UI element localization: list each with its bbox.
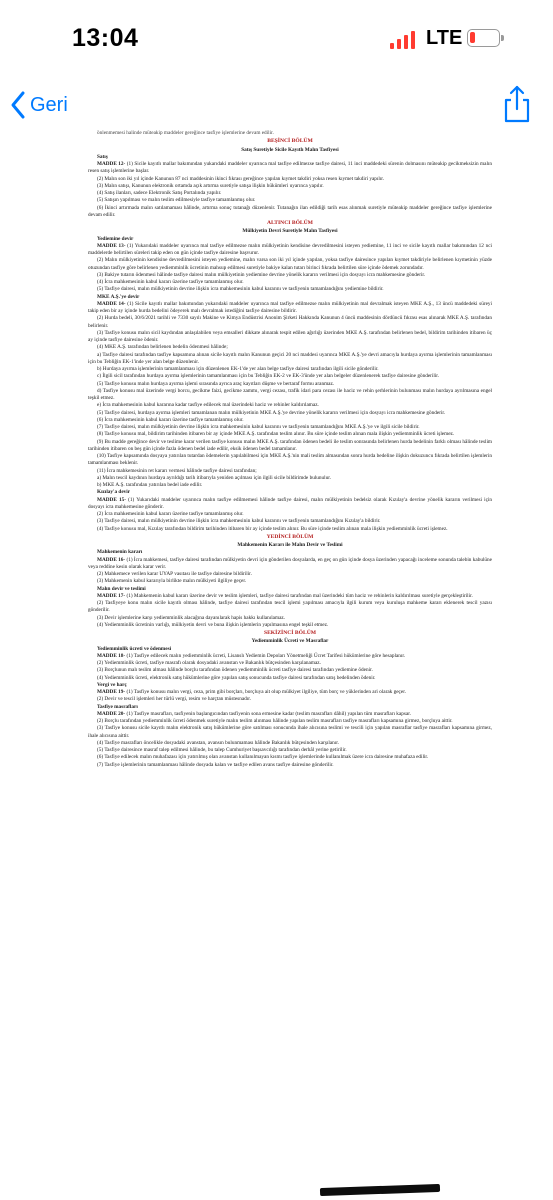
chapter-title: Yediemminlik Ücreti ve Masraflar: [251, 638, 329, 645]
paragraph: (4) Satış ilanları, sadece Elektronik Satış Portalında yapılır.: [97, 190, 222, 196]
pdf-document-view[interactable]: [0, 130, 553, 1200]
section-heading: Tasfiye masrafları: [97, 703, 138, 710]
share-icon: [502, 84, 532, 124]
chapter-heading: SEKİZİNCİ BÖLÜM: [263, 630, 317, 636]
paragraph: (3) Borçlunun malı teslim alması hâlinde borçlu tarafından ödenen yediemminlik ücreti tasfiye dairesi tarafından yedieminе ödenir.: [97, 667, 373, 674]
section-heading: Vergi ve harç: [97, 681, 127, 688]
back-button[interactable]: [10, 86, 68, 124]
back-label: Geri: [30, 93, 68, 116]
paragraph: (4) Tasfiye masrafları öncelikle dosyadaki avanstan, avansın bulunmaması hâlinde Bakanlık bütçesinden karşılanır.: [97, 739, 339, 746]
paragraph: (2) Devir ve tescil işlemleri her türlü vergi, resim ve harçtan müstesnadır.: [97, 696, 252, 703]
paragraph: (3) Tasfiye konusu sicile kayıtlı malın elektronik satış hükümlerine göre satılması sonucunda ihale alıcısına teslimi ve tescili için yapılan masraflar tasfiye masrafları kapsamına girmez, ihale alıcısına aittir.: [88, 725, 492, 739]
battery-icon: [467, 29, 500, 47]
chevron-left-icon: [10, 91, 26, 119]
paragraph: (2) Hurda bedeli, 30/6/2021 tarihli ve 7330 sayılı Makine ve Kimya Endüstrisi Anonim Şirketi Hakkında Kanunun 4 üncü maddesinin dördüncü fıkrası esas alınarak MKE A.Ş. tarafından belirlenir.: [88, 315, 492, 329]
paragraph: (6) İcra mahkemesinin kabul kararı üzerine tasfiye tamamlanmış olur.: [97, 416, 244, 423]
paragraph: (5) Tasfiye dairesi, malın mülkiyetinin devrine ilişkin icra mahkemesinin kabul kararını ve tasfiyenin tamamlandığını yedieminе bildirir.: [97, 286, 384, 293]
paragraph: (2) Malın mülkiyetinin kendisine devredilmesini isteyen yedieminе, malın varsa son iki yıl içinde yapılan, yoksa tasfiye dairesince yapılan kıymet takdiriyle belirlenen kıymetinin yüzde otuzundan tasfiye göre belirlenen yediemminlik ücretinin mahsup edilmesi suretiyle bakiye kalan tutarı birinci fıkrada belirtilen süre içinde ödemek zorundadır.: [88, 257, 492, 271]
paragraph: (7) Tasfiye işlemlerinin tamamlanması hâlinde dosyada kalan ve tasfiye edilen avans tasfiye dairesine gönderilir.: [97, 761, 334, 768]
chapter-heading: YEDİNCİ BÖLÜM: [266, 533, 314, 540]
network-type: LTE: [426, 27, 463, 49]
section-heading: Yedieminе devir: [97, 235, 134, 242]
chapter-heading: ALTINCI BÖLÜM: [267, 220, 313, 226]
paragraph: c) İlgili sicil tarafından hurdaya ayırma işlemlerinin tamamlanması için bu Tebliğin EK-2 ve EK-3'ünde yer alan belgeler düzenlenerek tasfiye dairesine gönderilir.: [97, 373, 440, 380]
paragraph: b) MKE A.Ş. tarafından yatırılan bedel iade edilir.: [97, 482, 203, 488]
paragraph: (4) Yediemminlik ücreti, elektronik satış hükümlerine göre yapılan satış sonucunda tasfiye dairesi tarafından satış bedelinden ödenir.: [97, 674, 376, 681]
navigation-bar: [0, 78, 553, 134]
status-time: 13:04: [72, 24, 139, 52]
paragraph: (11) İcra mahkemesinin ret kararı vermesi hâlinde tasfiye dairesi tarafından;: [97, 467, 257, 474]
paragraph: MADDE 13- (1) Yukarıdaki maddeler uyarınca mal tasfiye edilmezse malın mülkiyetinin kendisine devredilmesini isteyen yedieminе, 11 inci ve sicile kayıtlı mallar bakımından 12 nci maddelerde belirtilen süreleri takip eden on gün içinde tasfiye dairesine başvurur.: [88, 242, 492, 256]
paragraph: MADDE 14- (1) Sicile kayıtlı mallar bakımından yukarıdaki maddeler uyarınca mal tasfiye edilmezse malın mülkiyetinin mal devralmak isteyen MKE A.Ş., 13 üncü maddedeki süreyi takip eden bir ay içinde hurda bedelini ödeyerek malı devralmak istediğini tasfiye dairesine bildirir.: [88, 300, 492, 314]
status-bar: [0, 0, 553, 78]
paragraph: MADDE 18- (1) Tasfiye edilecek malın yediemminlik ücreti, Lisanslı Yediemin Depoları Yönetmeliği Ücret Tarifesi hükümlerine göre hesaplanır.: [97, 652, 406, 659]
paragraph: (3) Malın satışı, Kanunun elektronik ortamda açık artırma suretiyle satışa ilişkin hükümleri uyarınca yapılır.: [97, 182, 324, 189]
paragraph: (3) Tasfiye dairesi, malın mülkiyetinin devrine ilişkin icra mahkemesinin kabul kararını ve tasfiyenin tamamlandığını Kızılay'a bildirir.: [97, 518, 381, 525]
paragraph: (5) Satışın yapılması ve malın teslim edilmesiyle tasfiye tamamlanmış olur.: [97, 197, 256, 204]
paragraph: (2) Borçlu tarafından yediemminlik ücreti ödenmek suretiyle malın teslim alınması hâlinde yapılan teslim masrafları tasfiye masrafları kapsamına girmez, borçluya aittir.: [97, 718, 453, 724]
paragraph: (6) Tasfiye edilecek malın muhafazası için yatırılmış olan avanstan kullanılmayan kısmı tasfiye işlemlerinde kullanılmak üzere icra dairesine muhafaza edilir.: [97, 754, 429, 761]
section-heading: Malın devir ve teslimi: [97, 585, 146, 592]
paragraph: d) Tasfiye konusu mal üzerinde vergi borcu, gecikme faizi, gecikme zammı, vergi cezası, trafik idari para cezası ile haciz ve rehin şerhlerinin bulunması malın hurdaya ayrılmasına engel teşkil etmez.: [88, 387, 492, 401]
paragraph: (5) Tasfiye dairesi, hurdaya ayırma işlemleri tamamlanan malın mülkiyetinin MKE A.Ş.'ye devrine yönelik kararın verilmesi için dosyayı icra mahkemesine gönderir.: [97, 409, 446, 416]
paragraph: b) Hurdaya ayırma işlemlerinin tamamlanması için düzenlenen EK-1'de yer alan belge tasfiye dairesi tarafından ilgili sicile gönderilir.: [97, 366, 379, 372]
paragraph: (2) Mahkemece verilen karar UYAP vasıtası ile tasfiye dairesine bildirilir.: [97, 571, 252, 577]
paragraph: (3) Mahkemenin kabul kararıyla birlikte malın mülkiyeti ilgiliye geçer.: [97, 578, 247, 585]
document-page: [88, 130, 492, 769]
paragraph: MADDE 12- (1) Sicile kayıtlı mallar bakımından yukarıdaki maddeler uyarınca mal tasfiye edilmezse tasfiye dairesi, 11 inci maddedeki sürenin dolmasını müteakip gecikmeksizin malın resen satış işlemlerine başlar.: [88, 161, 492, 175]
paragraph: (4) MKE A.Ş. tarafından belirlenen bedelin ödenmesi hâlinde;: [97, 344, 228, 351]
section-heading: Satış: [97, 153, 108, 160]
paragraph: MADDE 19- (1) Tasfiye konusu malın vergi, ceza, prim gibi borçları, borçluya ait olup mülkiyet ilgiliye, tüm borç ve yüklerinden ari olarak geçer.: [97, 689, 406, 695]
section-heading: Yediemminlik ücreti ve ödenmesi: [97, 645, 172, 652]
paragraph: (2) Yediemminlik ücreti, tasfiye masrafı olarak dosyadaki avanstan ve Bakanlık bütçesinden karşılanamaz.: [97, 660, 321, 666]
paragraph: önlenmemesi halinde müteakip maddeler gereğince tasfiye işlemlerine devam edilir.: [97, 130, 274, 136]
paragraph: MADDE 17- (1) Mahkemenin kabul kararı üzerine devir ve teslim işlemleri, tasfiye dairesi tarafından mal üzerindeki tüm haciz ve rehinlerin kaldırılması suretiyle gerçekleştirilir.: [97, 592, 473, 599]
paragraph: (4) Tasfiye konusu mal, Kızılay tarafından bildirim tarihinden itibaren bir ay içinde teslim alınır. Bu süre içinde teslim alınan mala ilişkin yediemminlik ücreti işlemez.: [97, 525, 448, 532]
paragraph: (3) Bakiye tutarın ödenmesi hâlinde tasfiye dairesi malın mülkiyetinin yedieminе devrine yönelik kararın verilmesi için dosyayı icra mahkemesine gönderir.: [97, 271, 426, 278]
section-heading: Kızılay'a devir: [97, 489, 131, 496]
paragraph: a) Malın tescil kaydının hurdaya ayrıldığı tarih itibarıyla yeniden açılması için ilgili sicile bildirimde bulunulur.: [97, 474, 332, 481]
paragraph: MADDE 15- (1) Yukarıdaki maddeler uyarınca malın tasfiye edilmemesi hâlinde tasfiye dairesi, malın mülkiyetinin bedelsiz olarak Kızılay'a devrine yönelik kararın verilmesi için dosyayı icra mahkemesine gönderir.: [88, 496, 492, 510]
share-button[interactable]: [502, 84, 532, 124]
paragraph: (2) İcra mahkemesinin kabul kararı üzerine tasfiye tamamlanmış olur.: [97, 511, 244, 517]
chapter-heading: BEŞİNCİ BÖLÜM: [267, 138, 313, 145]
paragraph: MADDE 20- (1) Tasfiye masrafları, tasfiyenin başlangıcından tasfiyenin sona ermesine kadar (teslim masrafları dâhil) yapılan tüm masrafları kapsar.: [97, 710, 412, 717]
paragraph: (4) Yediemminlik ücretinin varlığı, mülkiyetin devri ve buna ilişkin işlemlerin yapılmasına engel teşkil etmez.: [97, 621, 329, 628]
paragraph: (2) Malın son iki yıl içinde Kanunun 87 nci maddesinin ikinci fıkrası gereğince yapılan kıymet takdiri yoksa resen kıymet takdiri yapılır.: [97, 175, 385, 182]
paragraph: (9) Bu madde gereğince devir ve teslime karar verilen tasfiye konusu malın MKE A.Ş. tarafından ödenen bedeli ile teslim sonrasında belirlenen hurda bedelinin farklı olması hâlinde teslim tarihinden itibaren on beş gün içinde fazla ödenen bedel iade edilir, eksik ödenen bedel tamamlanır.: [88, 438, 492, 452]
paragraph: (2) Tasfiyeye konu malın sicile kayıtlı olması hâlinde, tasfiye dairesi tarafından tescil işlemi yapılması amacıyla ilgili kurum veya kuruluşa mahkeme kararı eklenerek tescil yazısı gönderilir.: [88, 600, 492, 614]
paragraph: a) Tasfiye dairesi tarafından tasfiye kapsamına alınan sicile kayıtlı malın Kanunun geçici 20 nci maddesi uyarınca MKE A.Ş.'ye devri amacıyla hurdaya ayırma işlemlerinin tamamlanması için bu Tebliğin EK-1'inde yer alan belge düzenlenir.: [88, 351, 492, 365]
paragraph: (3) Tasfiye konusu malın sicil kaydından anlaşılabilen veya emsalleri dikkate alınarak tespit edilen ağırlığı üzerinden MKE A.Ş. tarafından belirlenen bedel, bildirim tarihinden itibaren üç ay içinde tasfiye dairesine ödenir.: [88, 329, 492, 343]
paragraph: (8) Tasfiye konusu mal, bildirim tarihinden itibaren bir ay içinde MKE A.Ş. tarafından teslim alınır. Bu süre içinde teslim alınan mala ilişkin yediemminlik ücreti işlemez.: [97, 431, 455, 438]
paragraph: (4) İcra mahkemesinin kabul kararı üzerine tasfiye tamamlanmış olur.: [97, 279, 244, 285]
chapter-title: Mahkemenin Kararı ile Malın Devir ve Teslimi: [237, 542, 343, 548]
section-heading: MKE A.Ş.'ye devir: [97, 293, 140, 300]
paragraph: (7) Tasfiye dairesi, malın mülkiyetinin devrine ilişkin icra mahkemesinin kabul kararını ve tasfiyenin tamamlandığını MKE A.Ş.'ye ve ilgili sicile bildirir.: [97, 424, 420, 430]
paragraph: (3) Devir işlemlerine karşı yediemminlik alacağına dayanılarak hapis hakkı kullanılamaz.: [97, 614, 286, 621]
paragraph: e) İcra mahkemesinin kabul kararına kadar tasfiye edilecek mal üzerindeki haciz ve rehinler kaldırılamaz.: [97, 402, 319, 409]
paragraph: (6) İkinci artırmada malın satılamaması hâlinde, artırma sonuç tutanağı düzenlenir. Tutanağın ilan edildiği tarih esas alınmak suretiyle müteakip maddeler gereğince tasfiye işlemlerine devam edilir.: [88, 204, 492, 218]
chapter-title: Mülkiyetin Devri Suretiyle Malın Tasfiyesi: [242, 228, 338, 235]
paragraph: MADDE 16- (1) İcra mahkemesi, tasfiye dairesi tarafından mülkiyetin devri için gönderilen dosyalarda, en geç on gün içinde dosya üzerinden yapacağı inceleme sonunda talebin kabulüne veya reddine kesin olarak karar verir.: [88, 556, 492, 570]
paragraph: (10) Tasfiye kapsamında dosyaya yatırılan tutardan ödemelerin yapılabilmesi için MKE A.Ş.'nin mali teslim almasından sonra hurda bedeline ilişkin dokuzuncu fıkrada belirtilen işlemlerin tamamlanması beklenir.: [88, 453, 492, 467]
paragraph: (5) Tasfiye dairesince masraf talep edilmesi hâlinde, bu talep Cumhuriyet başsavcılığı tarafından derhâl yerine getirilir.: [97, 747, 347, 753]
chapter-title: Satış Suretiyle Sicile Kayıtlı Malın Tasfiyesi: [241, 146, 339, 153]
cellular-signal-icon: [390, 31, 416, 49]
paragraph: (5) Tasfiye konusu malın hurdaya ayırma işlemi sırasında ayrıca araç kayıtları düşme ve bertaraf formu aranmaz.: [97, 380, 335, 387]
section-heading: Mahkemenin kararı: [97, 549, 143, 556]
